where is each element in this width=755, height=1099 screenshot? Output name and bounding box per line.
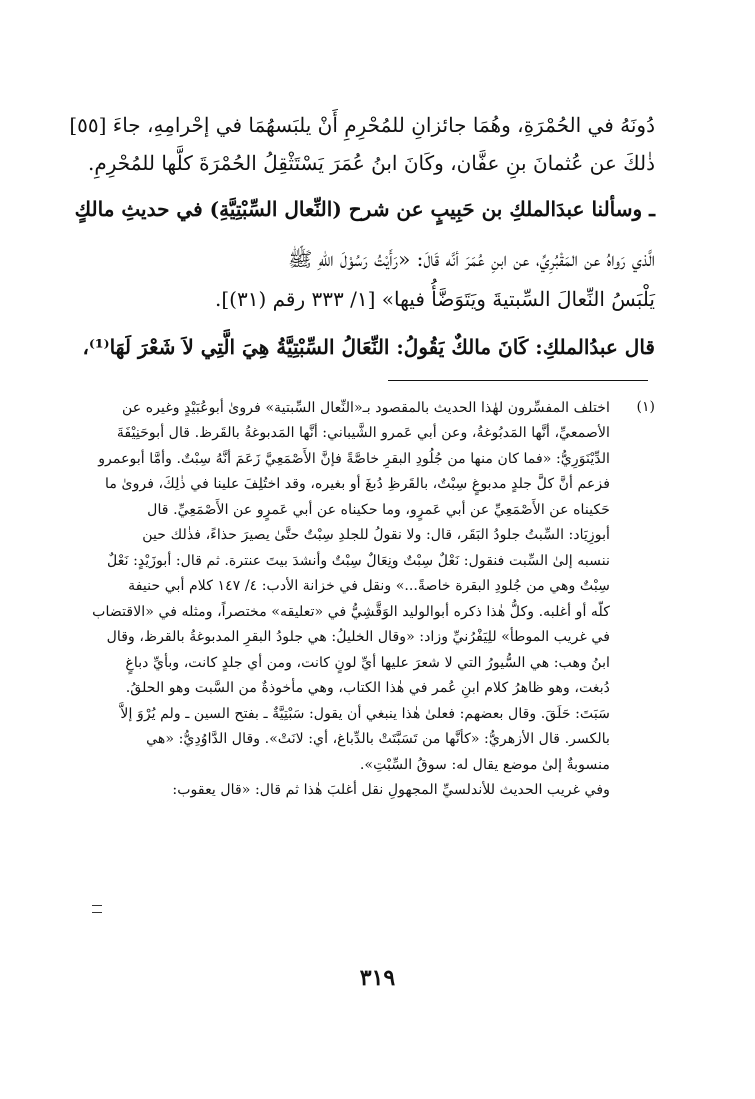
main-text — [69, 108, 655, 368]
footnote-number: (١) — [636, 399, 655, 415]
page-number: ٣١٩ — [359, 965, 396, 991]
footnote-line-2: الأصمعيِّ، أنَّها المَدبُوغةُ، وعن أبي عَمرو الشَّيباني: أنَّها المَدبوغةُ بالقَرظ. قال أبوحَنِيْفَةَ — [116, 425, 610, 441]
footnote-line-15: منسوبةٌ إلىٰ موضع يقال له: سوقُ السِّبْتِ». — [359, 757, 610, 773]
continuation-mark — [92, 905, 102, 913]
footnote-line-8: سِبْتٌ وهي من جُلودِ البقرة خاصةً...» ونقل في خزانة الأدب: ٤/ ١٤٧ كلام أبي حنيفة — [128, 578, 610, 594]
footnote-line-4: فزعم أنَّ كلَّ جلدٍ مدبوغٍ سِبْتٌ، بالقَرظِ دُبغَ أو بغيره، وقد اختُلِفَ علينا في ذٰلِكَ، فروىٰ ما — [105, 476, 610, 492]
footnote-line-10: في غريب الموطأ» للِيَفْرُنيِّ وزاد: «وقال الخليلُ: هي جلودُ البقرِ المدبوغةُ بالقرظ، وقال — [106, 629, 610, 645]
footnote-line-5: حَكيناه عن الأَصْمَعِيِّ عن أبي عَمرٍو، وما حكيناه عن أبي عَمرٍو عن الأَصْمَعِيِّ. قال — [147, 502, 610, 518]
footnote-line-13: سَبَتَ: حَلَقَ. وقال بعضهم: فعلىٰ هٰذا ينبغي أن يقول: سَبْتِيَّةٌ ـ بفتح السين ـ ولم يُرْوَ إلاَّ — [120, 706, 610, 722]
footnote-line-11: ابنُ وهب: هي السُّيورُ التي لا شعرَ عليها أيِّ لونٍ كانت، ومن أي جلدٍ كانت، وبأيِّ دباغٍ — [125, 655, 610, 671]
footnote-separator — [388, 380, 648, 381]
footnote-line-7: ننسبه إلىٰ السِّبت فنقول: نَعْلٌ سِبْتٌ ونِعَالٌ سِبْتٌ وأنشدَ بيتَ عنترة. ثم قال: أبوزَيْدٍ: نَعْلٌ — [107, 553, 610, 569]
footnote-line-9: كلّه أو أغلبه. وكلُّ هٰذا ذكره أبوالوليد الوَقَّشِيُّ في «تعليقه» مختصراً، ومثله في «الاقتضاب — [92, 604, 610, 620]
main-line-5: يَلْبَسُ النِّعالَ السِّبتيةَ ويَتَوَضَّأُ فيها» [١/ ٣٣٣ رقم (٣١)]. — [215, 287, 655, 311]
footnote-line-14: بالكسر. قال الأزهريُّ: «كأنَّها من تَسَبَّتَتْ بالدِّباغ، أي: لانَتْ». وقال الدَّاوُدِيُّ: «هي — [146, 731, 610, 747]
main-line-2: ذٰلكَ عن عُثمانَ بنِ عفَّان، وكَانَ ابنُ عُمَرَ يَسْتَثْقِلُ الحُمْرَةَ كلَّها للمُحْرِمِ. — [88, 151, 655, 175]
footnote-line-1: اختلف المفسِّرون لهٰذا الحديث بالمقصود بـ«النِّعال السِّبتية» فروىٰ أبوعُبَيْدٍ وغيره عن — [122, 400, 610, 416]
main-line-4: الَّذي رَواهُ عن المَقْبُرِيِّ، عن ابنِ عُمَرَ أنَّه قَالَ: «رَأَيْتُ رَسُوْلَ اللهِ ﷺ — [288, 247, 655, 271]
main-line-6: قال عبدُالملكِ: كَانَ مالكٌ يَقُولُ: النِّعَالُ السِّبْتِيَّةُ هِيَ الَّتِي لاَ شَعْرَ لَهَا⁽¹⁾، — [82, 335, 655, 359]
footnote-text — [92, 396, 610, 896]
footnote-line-6: أبوزِيَاد: السِّبتُ جلودُ البَقَر، قال: ولا نقولُ للجلدِ سِبْتٌ حتَّىٰ يصيرَ حذاءً، فذٰلك حين — [142, 527, 610, 543]
footnote-line-16: وفي غريب الحديث للأندلسيِّ المجهولِ نقل أغلبَ هٰذا ثم قال: «قال يعقوب: — [172, 782, 610, 798]
footnote-line-12: دُبغت، وهو ظاهرُ كلام ابنِ عُمر في هٰذا الكتاب، وهي مأخوذةٌ من السَّبت وهو الحلقُ. — [125, 680, 610, 696]
main-line-1: دُونَهُ في الحُمْرَةِ، وهُمَا جائزانِ للمُحْرِمِ أَنْ يلبَسهُمَا في إحْرامِهِ، جاءَ [٥٥] — [69, 113, 655, 137]
main-line-3-heading: ـ وسألنا عبدَالملكِ بن حَبِيبٍ عن شرح (النِّعال السِّبْتِيَّةِ) في حديثِ مالكٍ — [74, 197, 655, 221]
footnote-line-3: الدِّيْنَوَرِيُّ: «فما كان منها من جُلُودِ البقرِ خاصَّةً فإنَّ الأَصْمَعِيَّ زَعَمَ أنَّهُ سِبْتٌ. وأمَّا أبوعمرو — [98, 451, 610, 467]
